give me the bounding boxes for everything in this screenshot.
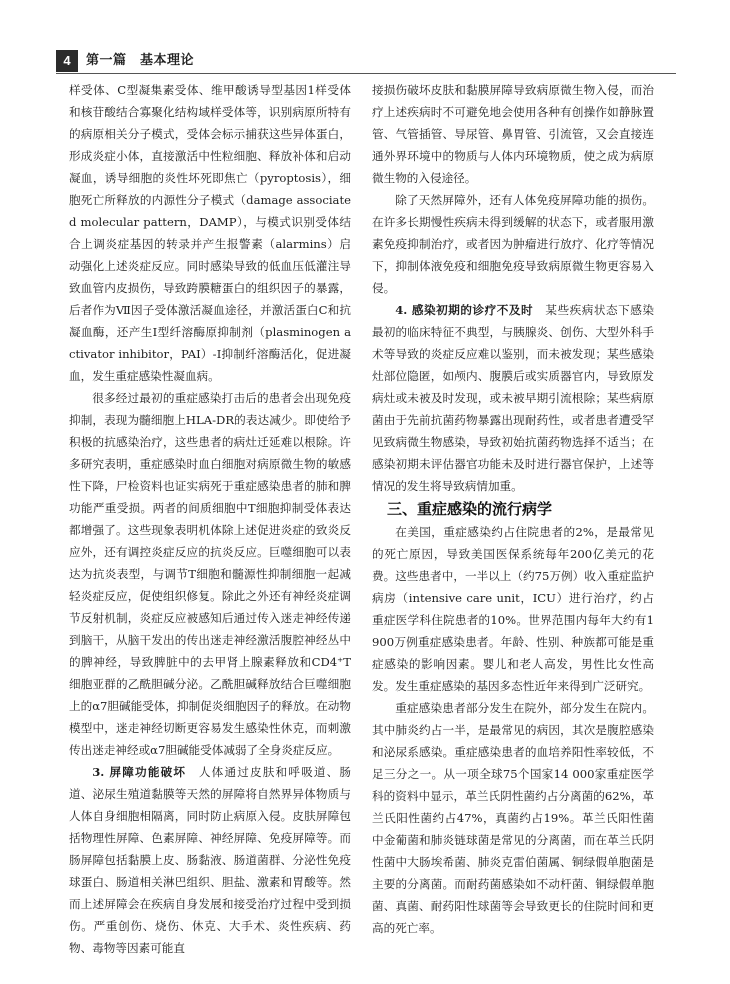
paragraph-text: 某些疾病状态下感染最初的临床特征不典型，与胰腺炎、创伤、大型外科手术等导致的炎症反应难以鉴别，而未被发现；某些感染灶部位隐匿，如颅内、腹膜后或实质器官内，导致原发病灶或未被及时发现，或未被早期引流根除；某些病原菌由于先前抗菌药物暴露出现耐药性，或者患者遭受罕见致病微生物感染，导致初始抗菌药物选择不适当；在感染初期未评估器官功能未及时进行器官保护，上述等情况的发生将导致病情加重。 xyxy=(372,303,654,493)
page-number: 4 xyxy=(56,50,78,72)
paragraph: 很多经过最初的重症感染打击后的患者会出现免疫抑制，表现为髓细胞上HLA-DR的表达减少。即使给予积极的抗感染治疗，这些患者的病灶迁延难以根除。许多研究表明，重症感染时血白细胞对病原微生物的敏感性下降，尸检资料也证实病死于重症感染患者的肺和脾功能严重受损。两者的间质细胞中T细胞抑制受体表达都增强了。这些现象表明机体除上述促进炎症的致炎反应外，还有调控炎症反应的抗炎反应。巨噬细胞可以表达为抗炎表型，与调节T细胞和髓源性抑制细胞一起减轻炎症反应，促使组织修复。除此之外还有神经炎症调节反射机制，炎症反应被感知后通过传入迷走神经传递到脑干，从脑干发出的传出迷走神经激活腹腔神经丛中的脾神经，导致脾脏中的去甲肾上腺素释放和CD4⁺T细胞亚群的乙酰胆碱分泌。乙酰胆碱释放结合巨噬细胞上的α7胆碱能受体，抑制促炎细胞因子的释放。在动物模型中，迷走神经切断更容易发生感染性休克，而刺激传出迷走神经或α7胆碱能受体减弱了全身炎症反应。 xyxy=(69,391,351,757)
subheading: 4. 感染初期的诊疗不及时 xyxy=(395,303,534,317)
left-column xyxy=(69,79,351,959)
section-title: 三、重症感染的流行病学 xyxy=(387,500,553,518)
paragraph: 在美国，重症感染约占住院患者的2%，是最常见的死亡原因，导致美国医保系统每年200亿美元的花费。这些患者中，一半以上（约75万例）收入重症监护病房（intensive care unit，ICU）进行治疗，约占重症医学科住院患者的10%。世界范围内每年大约有1 900万例重症感染患者。年龄、性别、种族都可能是重症感染的影响因素。婴儿和老人高发，男性比女性高发。发生重症感染的基因多态性近年来得到广泛研究。 xyxy=(372,525,654,693)
paragraph: 样受体、C型凝集素受体、维甲酸诱导型基因1样受体和核苷酸结合寡聚化结构域样受体等，识别病原所特有的病原相关分子模式，受体会标示捕获这些异体蛋白，形成炎症小体，直接激活中性粒细胞、释放补体和启动凝血，诱导细胞的炎性坏死即焦亡（pyroptosis），细胞死亡所释放的内源性分子模式（damage associated molecular pattern，DAMP），与模式识别受体结合上调炎症基因的转录并产生报警素（alarmins）启动强化上述炎症反应。同时感染导致的低血压低灌注导致血管内皮损伤，导致跨膜糖蛋白的组织因子的暴露，后者作为Ⅶ因子受体激活凝血途径，并激活蛋白C和抗凝血酶，还产生Ⅰ型纤溶酶原抑制剂（plasminogen activator inhibitor，PAI）-Ⅰ抑制纤溶酶活化，促进凝血，发生重症感染性凝血病。 xyxy=(69,83,351,383)
paragraph: 接损伤破坏皮肤和黏膜屏障导致病原微生物入侵，而治疗上述疾病时不可避免地会使用各种有创操作如静脉置管、气管插管、导尿管、鼻胃管、引流管，又会直接连通外界环境中的物质与人体内环境物质，使之成为病原微生物的入侵途径。 xyxy=(372,83,654,185)
header-rule xyxy=(56,73,676,74)
page-header xyxy=(0,50,730,74)
subheading: 3. 屏障功能破坏 xyxy=(92,765,187,779)
paragraph xyxy=(372,299,654,497)
running-title: 第一篇 基本理论 xyxy=(86,53,195,68)
paragraph xyxy=(69,761,351,959)
paragraph-text: 人体通过皮肤和呼吸道、肠道、泌尿生殖道黏膜等天然的屏障将自然界异体物质与人体自身细胞相隔离，同时防止病原入侵。皮肤屏障包括物理性屏障、色素屏障、神经屏障、免疫屏障等。而肠屏障包括黏膜上皮、肠黏液、肠道菌群、分泌性免疫球蛋白、肠道相关淋巴组织、胆盐、激素和胃酸等。然而上述屏障会在疾病自身发展和接受治疗过程中受到损伤。严重创伤、烧伤、休克、大手术、炎性疾病、药物、毒物等因素可能直 xyxy=(69,765,351,955)
paragraph: 重症感染患者部分发生在院外，部分发生在院内。其中肺炎约占一半，是最常见的病因，其次是腹腔感染和泌尿系感染。重症感染患者的血培养阳性率较低，不足三分之一。从一项全球75个国家14 000家重症医学科的资料中显示，革兰氏阴性菌约占分离菌的62%，革兰氏阳性菌约占47%，真菌约占19%。革兰氏阳性菌中金葡菌和肺炎链球菌是常见的分离菌，而在革兰氏阴性菌中大肠埃希菌、肺炎克雷伯菌属、铜绿假单胞菌是主要的分离菌。而耐药菌感染如不动杆菌、铜绿假单胞菌、真菌、耐药阳性球菌等会导致更长的住院时间和更高的死亡率。 xyxy=(372,701,654,935)
right-column xyxy=(372,79,654,939)
paragraph: 除了天然屏障外，还有人体免疫屏障功能的损伤。在许多长期慢性疾病未得到缓解的状态下，或者服用激素免疫抑制治疗，或者因为肿瘤进行放疗、化疗等情况下，抑制体液免疫和细胞免疫导致病原微生物更容易入侵。 xyxy=(372,193,654,295)
